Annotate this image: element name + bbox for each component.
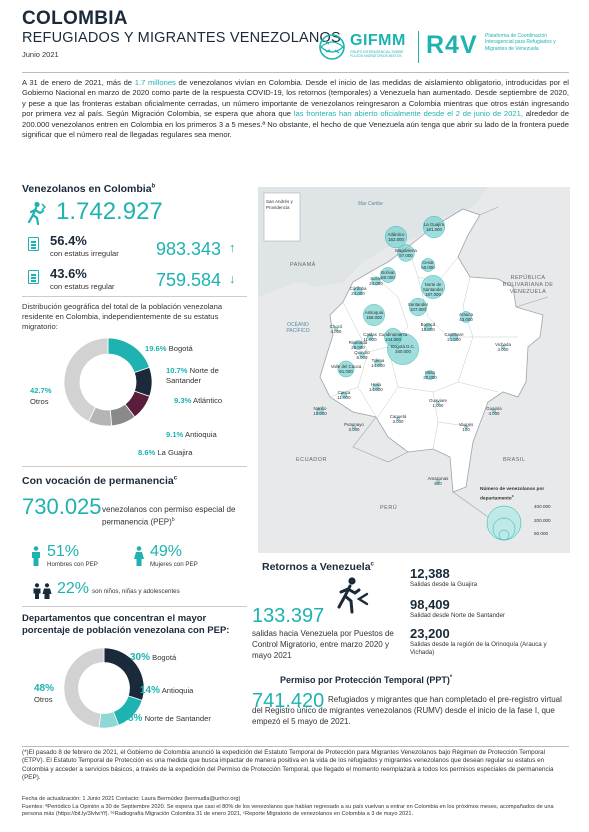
footnote-star: (*)El pasado 8 de febrero de 2021, el Gobierno de Colombia anunció la expedición del Estatuto Temporal de Protección para Migrantes Venezolanos bajo Régimen de Protección Temporal (ETPV). El Estatuto Temporal de Protección es una medida que busca impactar de manera positiva en la vida de los refugiados y migrantes venezolanos que desean regular su estatus en Colombia y acceder a servicios básicos, a través de la expedición del Permiso de Protección Temporal, que llegado el momento reemplazará a todos los permisos especiales de permanencia (PEP). xyxy=(22,749,554,782)
document-irregular-icon xyxy=(28,237,39,251)
irregular-label: con estatus irregular xyxy=(50,249,119,258)
return-person-icon xyxy=(331,576,369,614)
dept-label-putumayo: Putumayo 3.000 xyxy=(344,422,364,432)
retornos-heading: Retornos a Venezuela$^c$ xyxy=(262,561,374,573)
children-icon xyxy=(31,583,53,599)
donut-slice-otros xyxy=(64,648,104,728)
regular-number: 759.584 xyxy=(156,270,222,290)
map-legend xyxy=(480,487,566,547)
donut2-label-antioquia: 14% Antioquia xyxy=(140,685,194,696)
dept-label-bogot-d-c-: Bogotá D.C. 340.000 xyxy=(391,344,415,354)
woman-icon xyxy=(133,546,145,566)
donut1-label-bogota: 19.6% Bogotá xyxy=(145,344,193,353)
report-date: Junio 2021 xyxy=(22,50,59,59)
permanencia-total: 730.025 xyxy=(22,494,102,519)
permanencia-heading: Con vocación de permanencia$^c$ xyxy=(22,475,178,487)
header-divider xyxy=(22,72,569,73)
dept-label-cauca: Cauca 11.000 xyxy=(337,390,351,400)
regular-pct: 43.6% xyxy=(50,266,87,281)
mujeres-label: Mujeres con PEP xyxy=(150,561,198,568)
gifmm-globe-icon xyxy=(317,32,347,62)
donut1-label-atlantico: 9.3% Atlántico xyxy=(174,396,223,405)
dept-label-guaviare: Guaviare 1.000 xyxy=(429,398,447,408)
section-divider xyxy=(22,606,247,607)
footer-divider xyxy=(22,746,569,747)
walking-person-icon xyxy=(24,201,48,225)
retornos-norte-santander: 98,409 Salidad desde Norte de Santander xyxy=(410,597,505,619)
country-brasil: BRASIL xyxy=(503,457,526,463)
country-peru: PERÚ xyxy=(380,505,398,511)
legend-value-400k: 400.000 xyxy=(534,504,551,509)
distribution-donut-chart xyxy=(63,337,153,427)
sea-label: Mar Caribe xyxy=(358,201,383,207)
dept-label-guain-a: Guainía 4.000 xyxy=(486,406,502,416)
hombres-pct: 51% xyxy=(47,543,80,560)
retornos-total: 133.397 xyxy=(252,605,325,627)
ppt-label: Refugiados y migrantes que han completado el pre-registro virtual del Registro único de migrantes venezolanos (RUMV) desde el inicio de la fase I, que empezó el 5 mayo de 2021. xyxy=(252,695,562,726)
dept-label-la-guajira: La Guajira 161.000 xyxy=(423,222,445,232)
dept-label-quind-o: Quindío 8.000 xyxy=(354,350,370,360)
dept-label-casanare: Casanare 21.000 xyxy=(444,332,464,342)
arrow-down-icon: ↓ xyxy=(229,271,236,286)
irregular-pct: 56.4% xyxy=(50,233,87,248)
dept-label-cesar: Cesar 60.000 xyxy=(421,260,435,270)
ppt-heading: Permiso por Protección Temporal (PPT)* xyxy=(280,675,453,685)
colombia-map xyxy=(258,187,570,553)
dept-label-tolima: Tolima 14.000 xyxy=(371,358,385,368)
country-panama: PANAMÁ xyxy=(290,262,316,268)
section-divider xyxy=(22,466,247,467)
country-ecuador: ECUADOR xyxy=(296,457,328,463)
donut1-label-antioquia: 9.1% Antioquia xyxy=(166,430,217,439)
page-subtitle: REFUGIADOS Y MIGRANTES VENEZOLANOS xyxy=(22,30,341,46)
ninos-pct: 22% xyxy=(57,580,90,597)
retornos-orinoquia: 23,200 Salidas desde la región de la Orinoquía (Arauca y Vichada) xyxy=(410,626,547,656)
section-divider xyxy=(22,296,247,297)
dept-label-amazonas: Amazonas 600 xyxy=(427,476,449,486)
legend-value-50k: 50.000 xyxy=(534,531,549,536)
gifmm-wordmark: GIFMM xyxy=(350,32,406,49)
donut-slice-bogot- xyxy=(108,338,149,373)
dept-label-meta: Meta 30.000 xyxy=(423,370,437,380)
irregular-number: 983.343 xyxy=(156,239,222,259)
dept-label-choc-: Chocó 4.000 xyxy=(329,324,343,334)
man-icon xyxy=(30,546,42,566)
dept-label-norte-de-santander: Norte de Santander 187.000 xyxy=(422,282,444,297)
donut1-label-norte-santander: 10.7% Norte de Santander xyxy=(166,366,219,385)
donut2-label-norte-santander: 8% Norte de Santander xyxy=(128,713,211,724)
dept-label-cundinamarca: Cundinamarca 104.000 xyxy=(378,332,408,342)
donut2-label-bogota: 30% Bogotá xyxy=(130,652,177,663)
dept-label-arauca: Arauca 43.000 xyxy=(459,312,473,322)
r4v-tagline: Plataforma de Coordinación Interagencial para Refugiados y Migrantes de Venezuela xyxy=(485,33,556,52)
document-regular-icon xyxy=(28,270,39,284)
dept-label-antioquia: Antioquia 158.000 xyxy=(364,310,384,320)
dept-label-risaralda: Risaralda 28.000 xyxy=(348,340,368,350)
r4v-wordmark: R4V xyxy=(426,31,478,59)
dept-label-atl-ntico: Atlántico 162.000 xyxy=(387,232,405,242)
ppt-total: 741.420 xyxy=(252,690,325,712)
legend-value-200k: 200.000 xyxy=(534,518,551,523)
intro-paragraph: A 31 de enero de 2021, más de 1.7 millones de venezolanos vivían en Colombia. Desde el inicio de las medidas de aislamiento obligatorio, introducidas por el Gobierno Nacional en marzo de 2020 como parte de la respuesta COVID-19, los retornos (temporales) a Venezuela han aumentado. Desde septiembre de 2020, y pese a que las fronteras estaban oficialmente cerradas, un número importante de venezolanos reingresaron a Colombia mientras que otros están ingresando por primera vez al país. Según Migración Colombia, se espera que ahora que las fronteras han abierto oficialmente desde el 2 de junio de 2021, alrededor de 200.000 venezolanos entren en Colombia en los primeros 3 a 5 meses.ª No obstante, el hecho de que Venezuela aún tenga que abrir su lado de la frontera puede significar que el número real de llegadas regulares sea menor. xyxy=(22,78,569,140)
dept-label-vichada: Vichada 4.000 xyxy=(495,342,511,352)
legend-title: Número de venezolanos por departamento$^c$ xyxy=(480,487,545,502)
donut2-label-otros: 48% Otros xyxy=(34,683,55,704)
hombres-label: Hombres con PEP xyxy=(47,561,98,568)
dept-label-sucre: Sucre 24.000 xyxy=(369,276,383,286)
dept-label-magdalena: Magdalena 97.000 xyxy=(395,248,417,258)
departamentos-heading: Departamentos que concentran el mayor porcentaje de población venezolana con PEP: xyxy=(22,613,230,636)
donut1-label-otros: 42.7% Otros xyxy=(30,386,52,406)
country-venezuela: REPÚBLICA BOLIVARIANA DE VENEZUELA xyxy=(502,275,554,295)
dept-label-valle-del-cauca: Valle del Cauca 91.000 xyxy=(330,364,362,374)
gifmm-logo xyxy=(317,30,413,64)
dept-label-c-rdoba: Córdoba 24.000 xyxy=(349,286,367,296)
retornos-guajira: 12,388 Salidas desde la Guajira xyxy=(410,566,478,588)
venezolanos-total: 1.742.927 xyxy=(56,198,163,225)
dept-label-nari-o: Nariño 15.000 xyxy=(313,406,327,416)
distribucion-text: Distribución geográfica del total de la población venezolana residente en Colombia, independientemente de su estatus migratorio: xyxy=(22,302,223,331)
venezolanos-heading: Venezolanos en Colombia$^b$ xyxy=(22,183,156,195)
dept-label-bol-var: Bolívar 80.000 xyxy=(381,270,395,280)
san-andres-label: San Andrés y Providencia xyxy=(266,199,293,210)
dept-label-huila: Huila 14.000 xyxy=(369,382,383,392)
arrow-up-icon: ↑ xyxy=(229,240,236,255)
dept-label-caquet-: Caquetá 3.000 xyxy=(389,414,407,424)
logo-divider xyxy=(418,31,419,63)
footnote-update: Fecha de actualización: 1 Junio 2021 Contacto: Laura Bermúdez (bermudla@unhcr.org) xyxy=(22,796,241,802)
footnote-sources: Fuentes: ªPeriódico La Opinión a 30 de Septiembre 2020. Se espera que casi el 80% de los venezolanos que habían regresado a su país vuelvan a entrar en Colombia en los próximos meses, acompañados de una persona más (https://bit.ly/3lvIwYf). ᵇᶜRadiografía Migración Colombia 31 de enero 2021, ᶜReporte Migratorio de venezolanos en Colombia a 3 de mayo 2021. xyxy=(22,804,554,818)
donut1-label-guajira: 8.6% La Guajira xyxy=(138,448,193,457)
dept-label-santander: Santander 107.000 xyxy=(407,302,429,312)
page-title: COLOMBIA xyxy=(22,8,128,29)
ocean-label: OCÉANO PACÍFICO xyxy=(286,322,310,334)
dept-label-boyac-: Boyacá 18.000 xyxy=(420,322,436,332)
legend-circles xyxy=(484,501,524,541)
regular-label: con estatus regular xyxy=(50,282,115,291)
ninos-label: son niños, niñas y adolescentes xyxy=(92,588,180,595)
mujeres-pct: 49% xyxy=(150,543,183,560)
permanencia-label: venezolanos con permiso especial de permanencia (PEP)$^b$ xyxy=(102,505,236,527)
retornos-label: salidas hacia Venezuela por Puestos de Control Migratorio, entre marzo 2020 y mayo 2021 xyxy=(252,629,394,660)
gifmm-tagline: GRUPO INTERAGENCIAL SOBRE FLUJOS MIGRATORIOS MIXTOS xyxy=(350,50,404,59)
dept-label-vaup-s: Vaupés 100 xyxy=(458,422,474,432)
dept-label-caldas: Caldas 11.000 xyxy=(363,332,377,342)
